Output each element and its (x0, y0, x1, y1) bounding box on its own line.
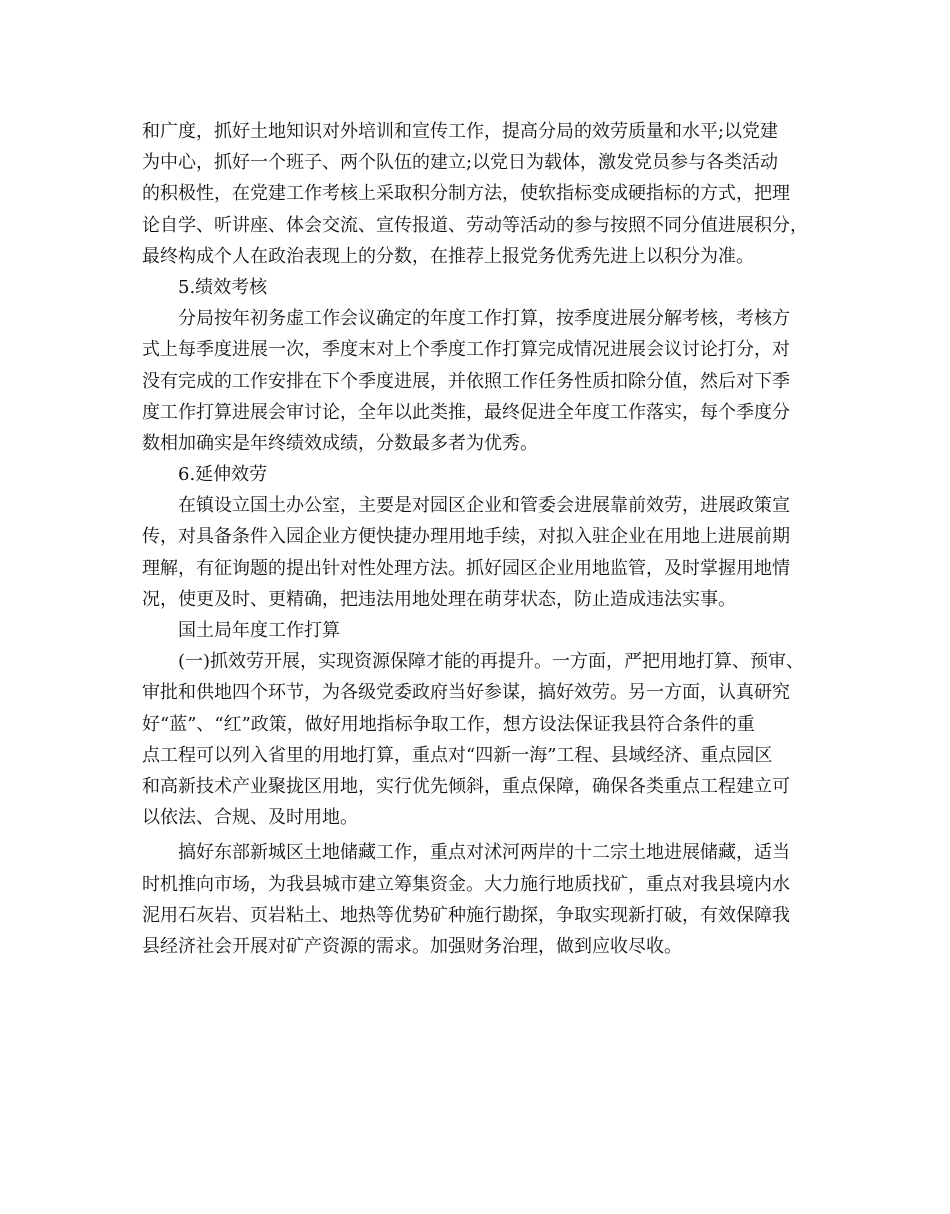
text-line: 为中心，抓好一个班子、两个队伍的建立;以党日为载体，激发党员参与各类活动 (142, 152, 779, 174)
text-line: 县经济社会开展对矿产资源的需求。加强财务治理，做到应收尽收。 (142, 935, 682, 957)
text-line: 审批和供地四个环节，为各级党委政府当好参谋，搞好效劳。另一方面，认真研究 (142, 682, 790, 704)
text-line: 6.延伸效劳 (178, 464, 268, 486)
text-line: 以依法、合规、及时用地。 (142, 807, 358, 829)
text-line: 搞好东部新城区土地储藏工作，重点对沭河两岸的十二宗土地进展储藏，适当 (178, 842, 790, 864)
text-line: 度工作打算进展会审讨论，全年以此类推，最终促进全年度工作落实，每个季度分 (142, 401, 790, 423)
text-line: 好“蓝”、“红”政策，做好用地指标争取工作，想方设法保证我县符合条件的重 (142, 713, 755, 735)
text-line: 论自学、听讲座、体会交流、宣传报道、劳动等活动的参与按照不同分值进展积分， (142, 214, 808, 236)
text-line: 最终构成个人在政治表现上的分数，在推荐上报党务优秀先进上以积分为准。 (142, 245, 754, 267)
text-line: 和广度，抓好土地知识对外培训和宣传工作，提高分局的效劳质量和水平;以党建 (142, 121, 779, 142)
text-line: 分局按年初务虚工作会议确定的年度工作打算，按季度进展分解考核，考核方 (178, 308, 790, 330)
text-line: 没有完成的工作安排在下个季度进展，并依照工作任务性质扣除分值，然后对下季 (142, 370, 790, 392)
text-line: 5.绩效考核 (178, 276, 268, 298)
text-line: 况，使更及时、更精确，把违法用地处理在萌芽状态，防止造成违法实事。 (142, 588, 736, 610)
text-line: 式上每季度进展一次，季度末对上个季度工作打算完成情况进展会议讨论打分，对 (142, 339, 790, 361)
text-line: 国土局年度工作打算 (178, 620, 340, 641)
document-body (142, 116, 810, 962)
text-line: 理解，有征询题的提出针对性处理方法。抓好园区企业用地监管，及时掌握用地情 (142, 557, 790, 579)
text-line: 时机推向市场，为我县城市建立筹集资金。大力施行地质找矿，重点对我县境内水 (142, 873, 790, 895)
text-line: 和高新技术产业聚拢区用地，实行优先倾斜，重点保障，确保各类重点工程建立可 (142, 775, 790, 797)
text-line: (一)抓效劳开展，实现资源保障才能的再提升。一方面，严把用地打算、预审、 (178, 651, 805, 673)
text-line: 在镇设立国土办公室，主要是对园区企业和管委会进展靠前效劳，进展政策宣 (178, 495, 790, 517)
text-line: 泥用石灰岩、页岩粘土、地热等优势矿种施行勘探，争取实现新打破，有效保障我 (142, 904, 790, 926)
text-line: 传，对具备条件入园企业方便快捷办理用地手续，对拟入驻企业在用地上进展前期 (142, 526, 790, 548)
text-line: 的积极性，在党建工作考核上采取积分制方法，使软指标变成硬指标的方式，把理 (142, 183, 790, 205)
text-line: 点工程可以列入省里的用地打算，重点对“四新一海”工程、县域经济、重点园区 (142, 744, 773, 766)
text-line: 数相加确实是年终绩效成绩，分数最多者为优秀。 (142, 432, 538, 454)
